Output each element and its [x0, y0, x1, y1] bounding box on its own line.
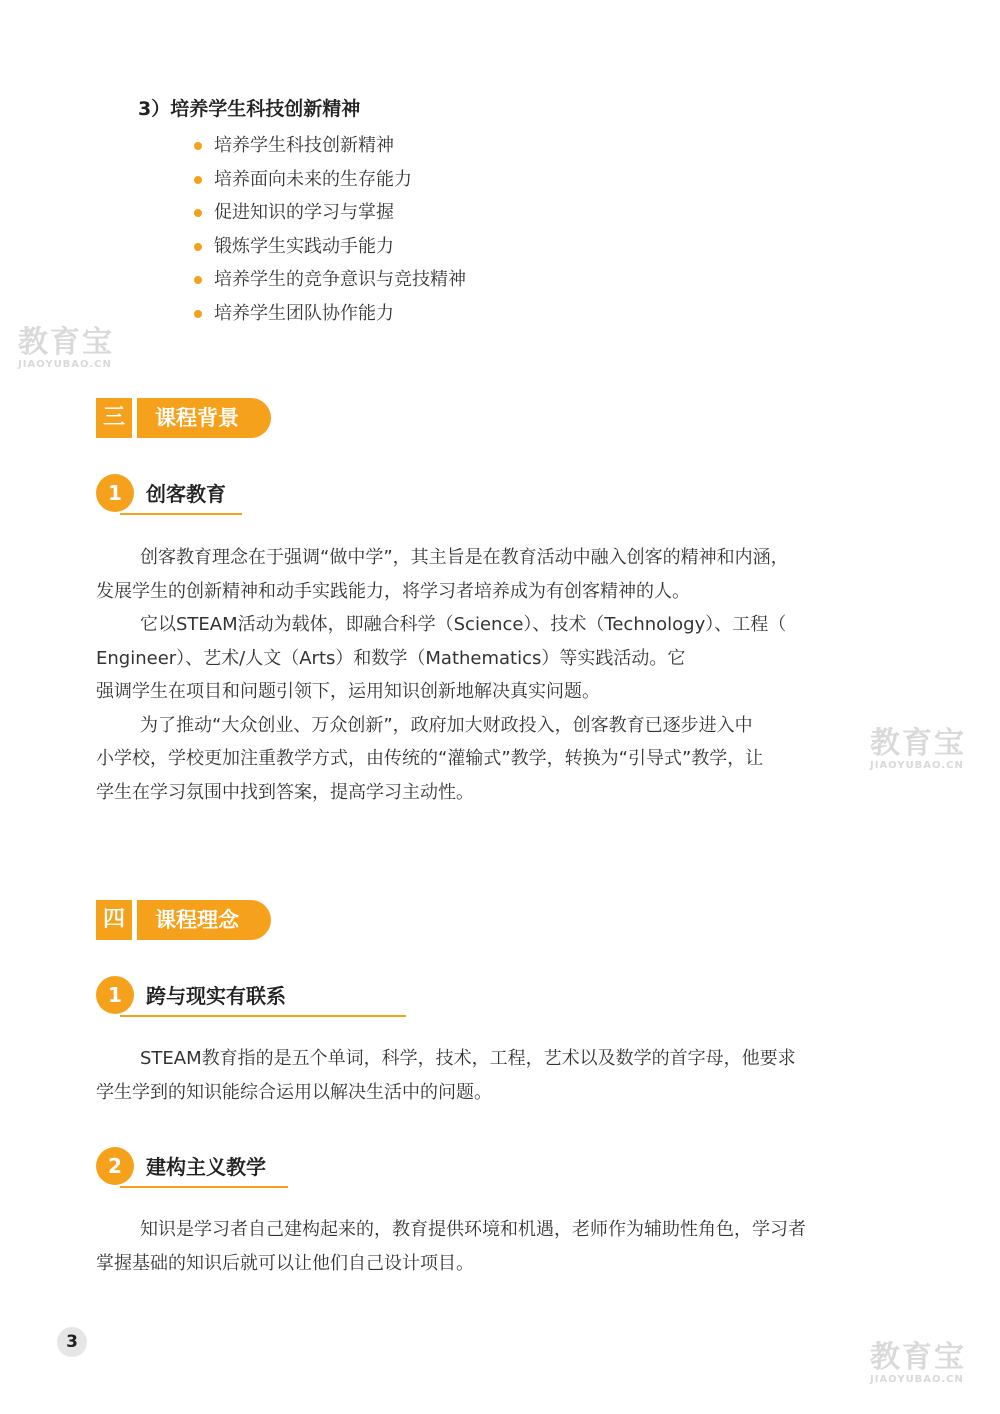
objectives-heading: 3）培养学生科技创新精神	[138, 98, 361, 120]
subsection-title: 建构主义教学	[146, 1155, 266, 1179]
bullet-icon	[194, 310, 202, 318]
section-title: 课程理念	[137, 900, 271, 940]
bullet-icon	[194, 142, 202, 150]
list-item: 培养学生团队协作能力	[194, 301, 466, 335]
watermark-logo: 教育宝 JIAOYUBAO.CN	[18, 325, 114, 370]
bullet-icon	[194, 176, 202, 184]
subsection-title: 创客教育	[146, 482, 226, 506]
section-number: 三	[96, 398, 132, 438]
list-item: 培养学生科技创新精神	[194, 133, 466, 167]
watermark-logo: 教育宝 JIAOYUBAO.CN	[870, 726, 966, 771]
list-item: 培养学生的竞争意识与竞技精神	[194, 267, 466, 301]
subsection-heading-constructivism	[96, 1147, 296, 1191]
list-item: 培养面向未来的生存能力	[194, 167, 466, 201]
maker-education-text: 创客教育理念在于强调“做中学”，其主旨是在教育活动中融入创客的精神和内涵， 发展学生的创新精神和动手实践能力，将学习者培养成为有创客精神的人。 它以STEAM活动为载体，即融合科学（Science）、技术（Technology）、工程（ Engineer）、艺术/人文（Arts）和数学（Mathematics）等实践活动。它 强调学生在项目和问题引领下，运用知识创新地解决真实问题。 为了推动“大众创业、万众创新”，政府加大财政投入，创客教育已逐步进入中 小学校，学校更加注重教学方式，由传统的“灌输式”教学，转换为“引导式”教学，让 学生在学习氛围中找到答案，提高学习主动性。	[96, 547, 789, 803]
bullet-icon	[194, 209, 202, 217]
list-item: 促进知识的学习与掌握	[194, 200, 466, 234]
subsection-underline	[120, 1186, 288, 1188]
constructivism-text: 知识是学习者自己建构起来的，教育提供环境和机遇，老师作为辅助性角色，学习者 掌握基础的知识后就可以让他们自己设计项目。	[96, 1219, 806, 1274]
section-title: 课程背景	[137, 398, 271, 438]
bullet-icon	[194, 243, 202, 251]
subsection-number: 2	[96, 1147, 134, 1185]
subsection-title: 跨与现实有联系	[146, 984, 286, 1008]
section-banner-background	[96, 398, 271, 438]
subsection-heading-reality	[96, 976, 416, 1020]
section-banner-background	[96, 900, 271, 940]
subsection-number: 1	[96, 976, 134, 1014]
subsection-number: 1	[96, 474, 134, 512]
subsection-underline	[120, 513, 242, 515]
subsection-heading-maker	[96, 474, 246, 518]
reality-text: STEAM教育指的是五个单词，科学，技术，工程，艺术以及数学的首字母，他要求 学生学到的知识能综合运用以解决生活中的问题。	[96, 1048, 796, 1103]
bullet-icon	[194, 276, 202, 284]
section-number: 四	[96, 900, 132, 940]
page-number: 3	[57, 1327, 87, 1357]
watermark-logo: 教育宝 JIAOYUBAO.CN	[870, 1340, 966, 1385]
list-item: 锻炼学生实践动手能力	[194, 234, 466, 268]
subsection-underline	[120, 1015, 406, 1017]
objectives-list	[194, 133, 466, 334]
